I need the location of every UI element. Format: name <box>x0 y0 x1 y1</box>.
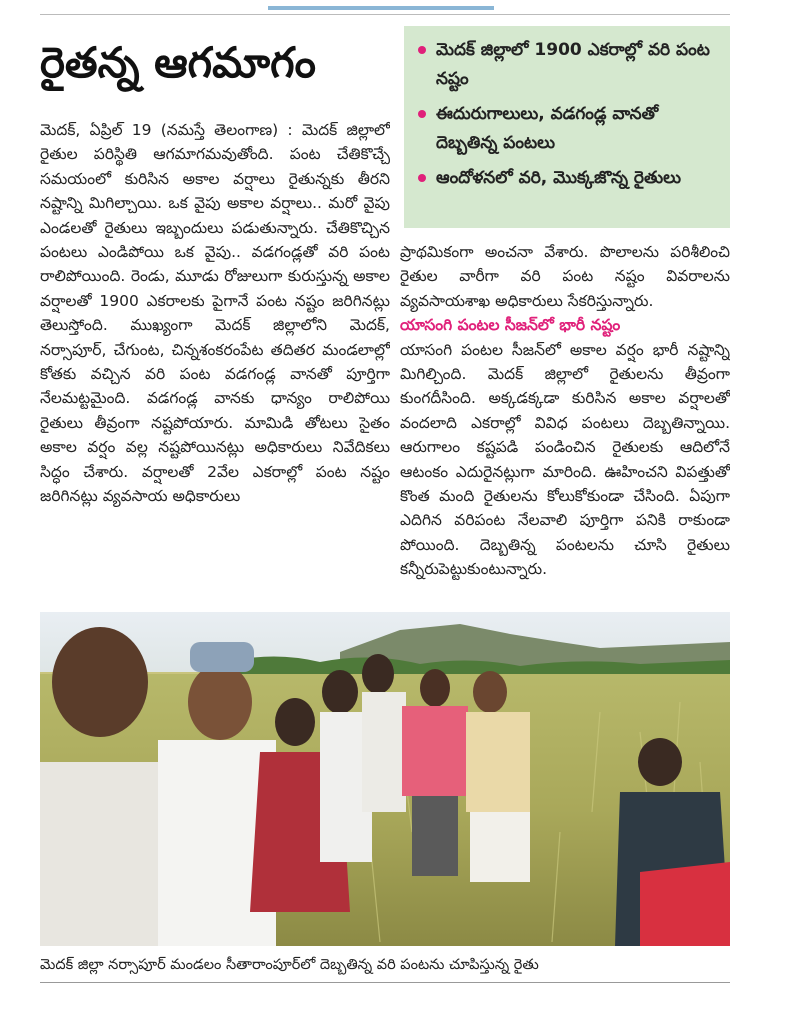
bullet-icon <box>418 110 426 118</box>
highlight-item <box>418 36 718 94</box>
highlight-text: ఈదురుగాలులు, వడగండ్ల వానతో దెబ్బతిన్న పంటలు <box>436 104 659 153</box>
bullet-icon <box>418 174 426 182</box>
highlight-item <box>418 100 718 158</box>
top-rule <box>40 14 730 15</box>
article-headline: రైతన్న ఆగమాగం <box>40 38 316 87</box>
highlight-item <box>418 164 718 193</box>
article-photo <box>40 612 730 946</box>
right-column-intro: ప్రాథమికంగా అంచనా వేశారు. పొలాలను పరిశీలించి రైతుల వారీగా వరి పంట నష్టం వివరాలను వ్యవసాయశాఖ అధికారులు సేకరిస్తున్నారు. <box>400 243 730 310</box>
article-right-column <box>400 240 730 606</box>
highlight-text: ఆందోళనలో వరి, మొక్కజొన్న రైతులు <box>436 168 682 188</box>
top-accent-bar <box>268 6 494 10</box>
article-subheading: యాసంగి పంటల సీజన్‌లో భారీ నష్టం <box>400 316 621 335</box>
article-left-column: మెదక్, ఏప్రిల్ 19 (నమస్తే తెలంగాణ) : మెదక్ జిల్లాలో రైతుల పరిస్థితి ఆగమాగమవుతోంది. పంట చేతికొచ్చే సమయంలో కురిసిన అకాల వర్షాలు రైతున్నకు తీరని నష్టాన్ని మిగిల్చాయి. ఒక వైపు అకాల వర్షాలు.. మరో వైపు ఎండలతో రైతులు ఇబ్బందులు పడుతున్నారు. చేతికొచ్చిన పంటలు ఎండిపోయి ఒక వైపు.. వడగండ్లతో వరి పంట రాలిపోయింది. రెండు, మూడు రోజులుగా కురుస్తున్న అకాల వర్షాలతో 1900 ఎకరాలకు పైగానే పంట నష్టం జరిగినట్లు తెలుస్తోంది. ముఖ్యంగా మెదక్ జిల్లాలోని మెదక్, నర్సాపూర్, చేగుంట, చిన్నశంకరంపేట తదితర మండలాల్లో కోతకు వచ్చిన వరి పంట వడగండ్ల వానతో పూర్తిగా నేలమట్టమైంది. వడగండ్ల వానకు ధాన్యం రాలిపోయి రైతులు తీవ్రంగా నష్టపోయారు. మామిడి తోటలు సైతం అకాల వర్షం వల్ల నష్టపోయినట్లు అధికారులు నివేదికలు సిద్ధం చేశారు. వర్షాలతో 2వేల ఎకరాల్లో పంట నష్టం జరిగినట్లు వ్యవసాయ అధికారులు <box>40 121 390 506</box>
field-photo-illustration <box>40 612 730 946</box>
bullet-icon <box>418 46 426 54</box>
photo-caption: మెదక్ జిల్లా నర్సాపూర్ మండలం సీతారాంపూర్‌లో దెబ్బతిన్న వరి పంటను చూపిస్తున్న రైతు <box>40 957 539 973</box>
right-column-body: యాసంగి పంటల సీజన్‌లో అకాల వర్షం భారీ నష్టాన్ని మిగిల్చింది. మెదక్ జిల్లాలో రైతులను తీవ్రంగా కుంగదీసింది. అక్కడక్కడా కురిసిన అకాల వర్షాలతో వందలాది ఎకరాల్లో వివిధ పంటలు దెబ్బతిన్నాయి. ఆరుగాలం కష్టపడి పండించిన రైతులకు ఆదిలోనే ఆటంకం ఎదురైనట్లుగా మారింది. ఊహించని విపత్తుతో కొంత మంది రైతులను కోలుకోకుండా చేసింది. ఏపుగా ఎదిగిన వరిపంట నేలవాలి పూర్తిగా పనికి రాకుండా పోయింది. దెబ్బతిన్న పంటలను చూసి రైతులు కన్నీరుపెట్టుకుంటున్నారు. <box>400 340 730 579</box>
caption-rule <box>40 982 730 983</box>
highlights-box <box>404 26 730 228</box>
highlight-text: మెదక్ జిల్లాలో 1900 ఎకరాల్లో వరి పంట నష్టం <box>436 40 710 89</box>
